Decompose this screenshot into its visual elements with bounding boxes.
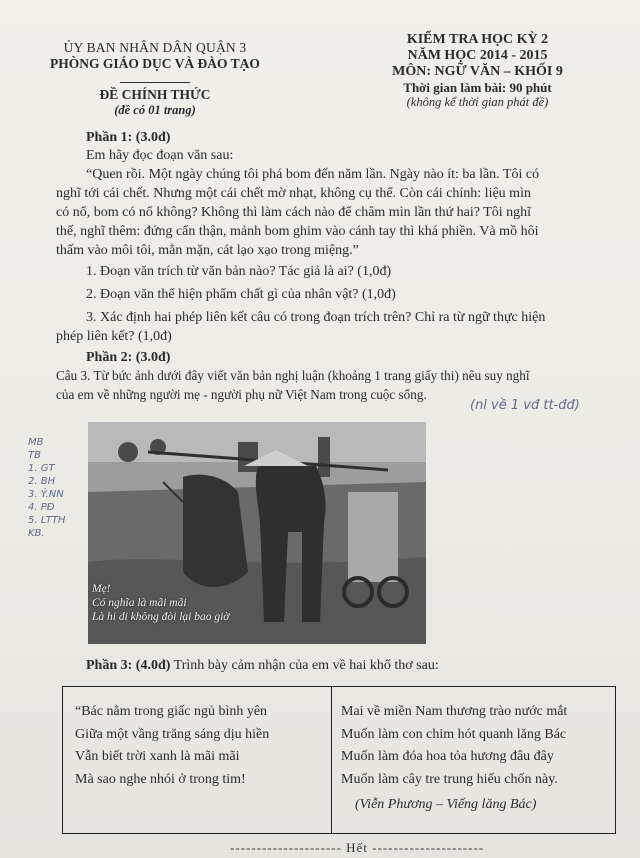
district-committee: ỦY BAN NHÂN DÂN QUẬN 3 [63,40,247,55]
school-year: NĂM HỌC 2014 - 2015 [407,48,548,63]
passage-line: nghĩ tới cái chết. Nhưng một cái chết mờ nhạt, không cụ thể. Còn cái chính: liệu mìn [56,186,531,201]
caption-line: Mẹ! [92,583,111,595]
poem-line: Mà sao nghe nhói ở trong tim! [75,771,246,787]
education-department: PHÒNG GIÁO DỤC VÀ ĐÀO TẠO [50,56,260,71]
part2-line: Câu 3. Từ bức ảnh dưới đây viết văn bản nghị luận (khoảng 1 trang giấy thi) nêu suy nghĩ [56,368,530,383]
official-label: ĐỀ CHÍNH THỨC [99,87,211,102]
time-limit: Thời gian làm bài: 90 phút [403,80,552,95]
poem-table [62,686,616,834]
part1-title: Phần 1: (3.0đ) [86,130,171,145]
poem-line: Muốn làm cây tre trung hiếu chốn này. [341,771,558,787]
poem-attribution: (Viễn Phương – Viếng lăng Bác) [355,797,537,812]
passage-line: thấm vào môi tôi, mằn mặn, cát lạo xạo trong miệng.” [56,243,359,258]
part3-prompt: Trình bày cảm nhận của em về hai khổ thơ sau: [170,658,439,673]
poem-divider [331,687,332,833]
passage-line: thế, nghĩ thêm: đứng cẩn thận, mảnh bom ghim vào cánh tay thì khá phiền. Và mồ hôi [56,224,539,239]
question-2: 2. Đoạn văn thể hiện phẩm chất gì của nhân vật? (1,0đ) [86,287,396,302]
question-1: 1. Đoạn văn trích từ văn bản nào? Tác giả là ai? (1,0đ) [86,264,392,279]
mother-photo [88,422,426,644]
handwritten-outline [28,436,65,540]
outline-item: 5. LTTH [28,515,66,526]
part1-passage-cont [56,184,626,260]
caption-line: Là hi di không đòi lại bao giờ [92,611,230,623]
outline-item: 2. BH [28,476,56,487]
poem-line: Mai về miền Nam thương trào nước mắt [341,704,568,719]
header-rule [120,82,190,83]
issuer-block [30,40,280,118]
part2-line: của em về những người mẹ - người phụ nữ Việt Nam trong cuộc sống. [56,387,427,402]
poem-line: “Bác nằm trong giấc ngủ bình yên [75,704,268,719]
stanza-1 [75,701,325,791]
exam-title: KIỂM TRA HỌC KỲ 2 [406,32,549,47]
question-3: 3. Xác định hai phép liên kết câu có trong đoạn trích trên? Chỉ ra từ ngữ thực hiện [86,310,546,325]
outline-item: MB [28,437,44,448]
outline-item: 1. GT [28,463,55,474]
part1-intro: Em hãy đọc đoạn văn sau: [86,148,234,163]
photo-caption [92,582,229,624]
passage-line: “Quen rồi. Một ngày chúng tôi phá bom đến năm lần. Ngày nào ít: ba lần. Tôi có [86,167,540,182]
passage-line: có nổ, bom có nổ không? Không thì làm cách nào để châm mìn lần thứ hai? Tôi nghĩ [56,205,532,220]
poem-line: Muốn làm đóa hoa tỏa hương đâu đây [341,749,554,764]
exam-info-block [350,32,605,110]
outline-item: 3. Ý.NN [28,489,64,500]
part3-heading [86,656,439,675]
poem-line: Giữa một vầng trăng sáng dịu hiền [75,726,270,742]
question-3-cont: phép liên kết? (1,0đ) [56,329,172,344]
page-count-note: (đề có 01 trang) [114,103,196,117]
time-note: (không kể thời gian phát đề) [406,95,549,109]
outline-item: TB [28,450,41,461]
outline-item: 4. PĐ [28,502,55,513]
poem-line: Muốn làm con chim hót quanh lăng Bác [341,726,567,742]
stanza-2 [341,701,611,791]
part2-title: Phần 2: (3.0đ) [86,350,171,365]
part3-title: Phần 3: (4.0đ) [86,658,171,673]
handwritten-margin-note: (nl về 1 vđ tt-đđ) [470,398,580,413]
end-marker: --------------------- Hết --------------------- [230,840,485,855]
subject-grade: MÔN: NGỮ VĂN – KHỐI 9 [392,64,563,79]
outline-item: KB. [28,528,45,539]
part1-passage [86,165,626,184]
poem-line: Vẫn biết trời xanh là mãi mãi [75,749,240,764]
caption-line: Có nghĩa là mãi mãi [92,597,187,609]
